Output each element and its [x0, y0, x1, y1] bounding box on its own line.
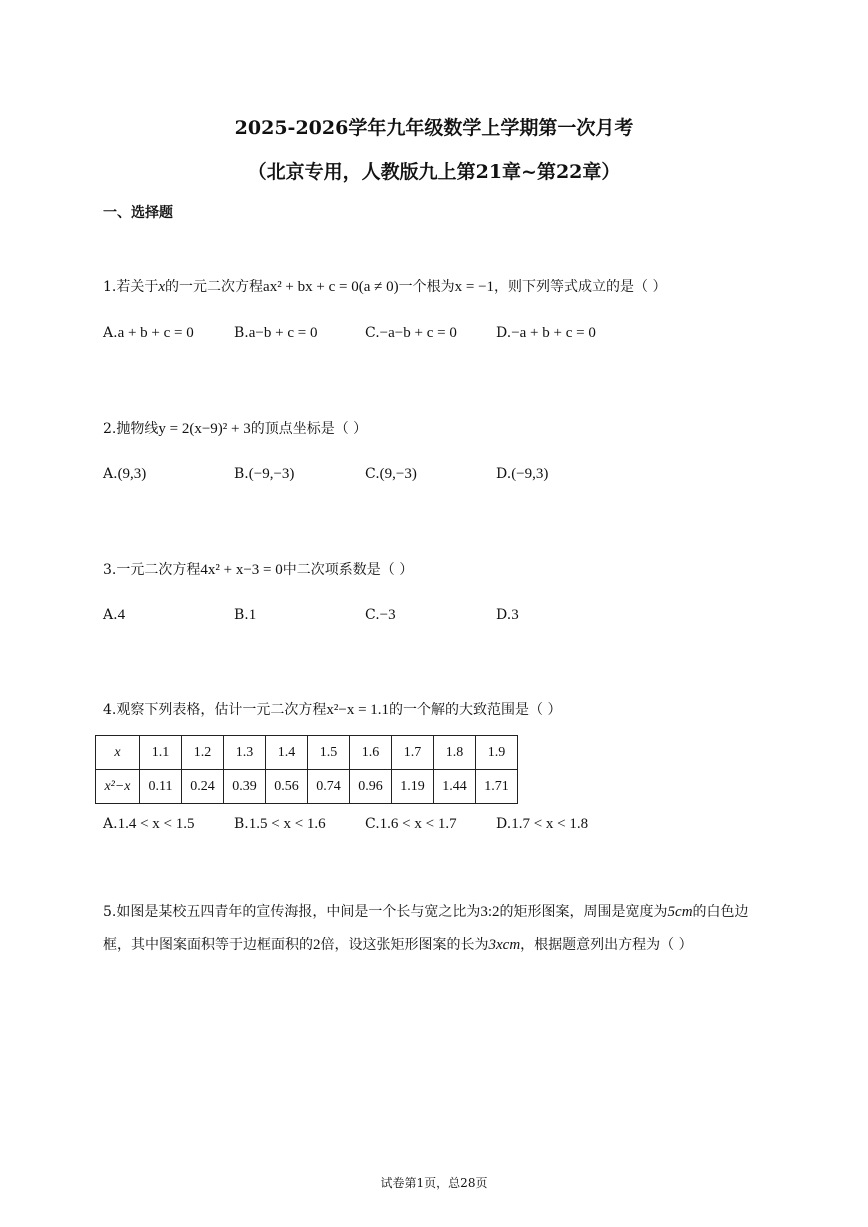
q5-text-d: 倍，设这张矩形图案的长为 [320, 937, 489, 953]
q4-prefix: 4.观察下列表格，估计一元二次方程 [103, 702, 327, 718]
option-text: a + b + c = 0 [117, 325, 194, 341]
table-cell: 1.9 [476, 736, 518, 770]
q4-option-a[interactable] [103, 816, 194, 833]
q1-equation: ax² + bx + c = 0(a ≠ 0) [263, 279, 399, 295]
table-cell: 0.96 [350, 770, 392, 804]
q5-text-b: 的矩形图案，周围是宽度为 [499, 904, 668, 920]
table-cell: 0.39 [224, 770, 266, 804]
option-letter: C. [365, 816, 380, 832]
q5-times: 2 [313, 937, 321, 953]
page-footer: 试卷第1页，总28页 [380, 1176, 488, 1190]
option-text: 1.5 < x < 1.6 [248, 816, 326, 832]
option-text: 1.4 < x < 1.5 [117, 816, 195, 832]
q2-option-d[interactable] [496, 466, 548, 483]
table-cell: 1.7 [392, 736, 434, 770]
option-letter: D. [496, 466, 512, 482]
option-text: (−9,−3) [248, 466, 295, 482]
q2-option-a[interactable] [103, 466, 146, 483]
values-table [95, 735, 518, 804]
option-letter: D. [496, 325, 512, 341]
q3-option-a[interactable] [103, 607, 125, 624]
question-3 [103, 560, 413, 580]
option-letter: C. [365, 466, 380, 482]
q3-option-b[interactable] [234, 607, 256, 624]
table-cell: 1.5 [308, 736, 350, 770]
option-text: a−b + c = 0 [248, 325, 318, 341]
exam-title: 2025-2026学年九年级数学上学期第一次月考 [234, 117, 634, 139]
q2-prefix: 2.抛物线 [103, 421, 159, 437]
q5-text-c: 的白色边框，其中图案面积等于边框面积的 [103, 904, 749, 953]
option-text: −3 [379, 607, 396, 623]
exam-subtitle: （北京专用，人教版九上第21章~第22章） [247, 161, 621, 183]
q1-prefix: 1.若关于 [103, 279, 159, 295]
table-cell: 0.11 [140, 770, 182, 804]
section-heading: 一、选择题 [103, 205, 173, 221]
q4-option-c[interactable] [365, 816, 457, 833]
q2-suffix: 的顶点坐标是（ ） [250, 421, 368, 437]
table-cell: 0.24 [182, 770, 224, 804]
table-cell: 1.71 [476, 770, 518, 804]
q5-text-a: 5.如图是某校五四青年的宣传海报，中间是一个长与宽之比为 [103, 904, 481, 920]
q2-equation: y = 2(x−9)² + 3 [158, 421, 251, 437]
option-letter: B. [234, 325, 249, 341]
q5-length: 3xcm [488, 937, 521, 953]
q5-ratio: 3:2 [480, 904, 500, 920]
option-letter: C. [365, 325, 380, 341]
q1-root: x = −1 [454, 279, 495, 295]
table-cell: 1.1 [140, 736, 182, 770]
question-4 [103, 700, 561, 720]
option-text: (9,3) [117, 466, 147, 482]
q3-prefix: 3.一元二次方程 [103, 562, 201, 578]
option-letter: A. [103, 325, 118, 341]
q1-option-d[interactable] [496, 325, 596, 342]
q4-equation: x²−x = 1.1 [326, 702, 390, 718]
q4-option-d[interactable] [496, 816, 588, 833]
option-letter: B. [234, 607, 249, 623]
option-letter: B. [234, 466, 249, 482]
q1-mid: 的一元二次方程 [165, 279, 264, 295]
q1-suffix: ，则下列等式成立的是（ ） [494, 279, 667, 295]
table-cell: 0.74 [308, 770, 350, 804]
table-cell: 1.8 [434, 736, 476, 770]
option-letter: D. [496, 816, 512, 832]
option-text: 1 [248, 607, 257, 623]
question-5 [103, 896, 763, 962]
q4-option-b[interactable] [234, 816, 326, 833]
option-text: −a + b + c = 0 [511, 325, 596, 341]
table-row [96, 736, 518, 770]
table-row-header: x [96, 736, 140, 770]
table-row-header: x²−x [96, 770, 140, 804]
q1-option-b[interactable] [234, 325, 317, 342]
option-text: −a−b + c = 0 [379, 325, 457, 341]
table-cell: 1.2 [182, 736, 224, 770]
q2-option-b[interactable] [234, 466, 294, 483]
question-1 [103, 277, 666, 297]
q4-suffix: 的一个解的大致范围是（ ） [389, 702, 562, 718]
q3-suffix: 中二次项系数是（ ） [282, 562, 414, 578]
option-text: (9,−3) [379, 466, 417, 482]
option-letter: A. [103, 607, 118, 623]
q3-option-d[interactable] [496, 607, 519, 624]
option-letter: A. [103, 466, 118, 482]
q5-text-e: ，根据题意列出方程为（ ） [520, 937, 693, 953]
table-cell: 1.6 [350, 736, 392, 770]
option-text: 1.6 < x < 1.7 [379, 816, 457, 832]
table-cell: 1.44 [434, 770, 476, 804]
option-text: 3 [511, 607, 519, 623]
table-cell: 1.19 [392, 770, 434, 804]
option-letter: D. [496, 607, 512, 623]
q1-mid2: 一个根为 [398, 279, 455, 295]
option-letter: A. [103, 816, 118, 832]
question-2 [103, 419, 367, 439]
table-row [96, 770, 518, 804]
option-text: 1.7 < x < 1.8 [511, 816, 589, 832]
q1-option-a[interactable] [103, 325, 194, 342]
table-cell: 1.4 [266, 736, 308, 770]
table-cell: 0.56 [266, 770, 308, 804]
q3-option-c[interactable] [365, 607, 396, 624]
option-letter: B. [234, 816, 249, 832]
option-text: 4 [117, 607, 126, 623]
option-letter: C. [365, 607, 380, 623]
option-text: (−9,3) [511, 466, 549, 482]
table-cell: 1.3 [224, 736, 266, 770]
q2-option-c[interactable] [365, 466, 417, 483]
q1-option-c[interactable] [365, 325, 457, 342]
q5-width: 5cm [667, 904, 693, 920]
q1-variable: x [158, 279, 166, 295]
q3-equation: 4x² + x−3 = 0 [200, 562, 283, 578]
